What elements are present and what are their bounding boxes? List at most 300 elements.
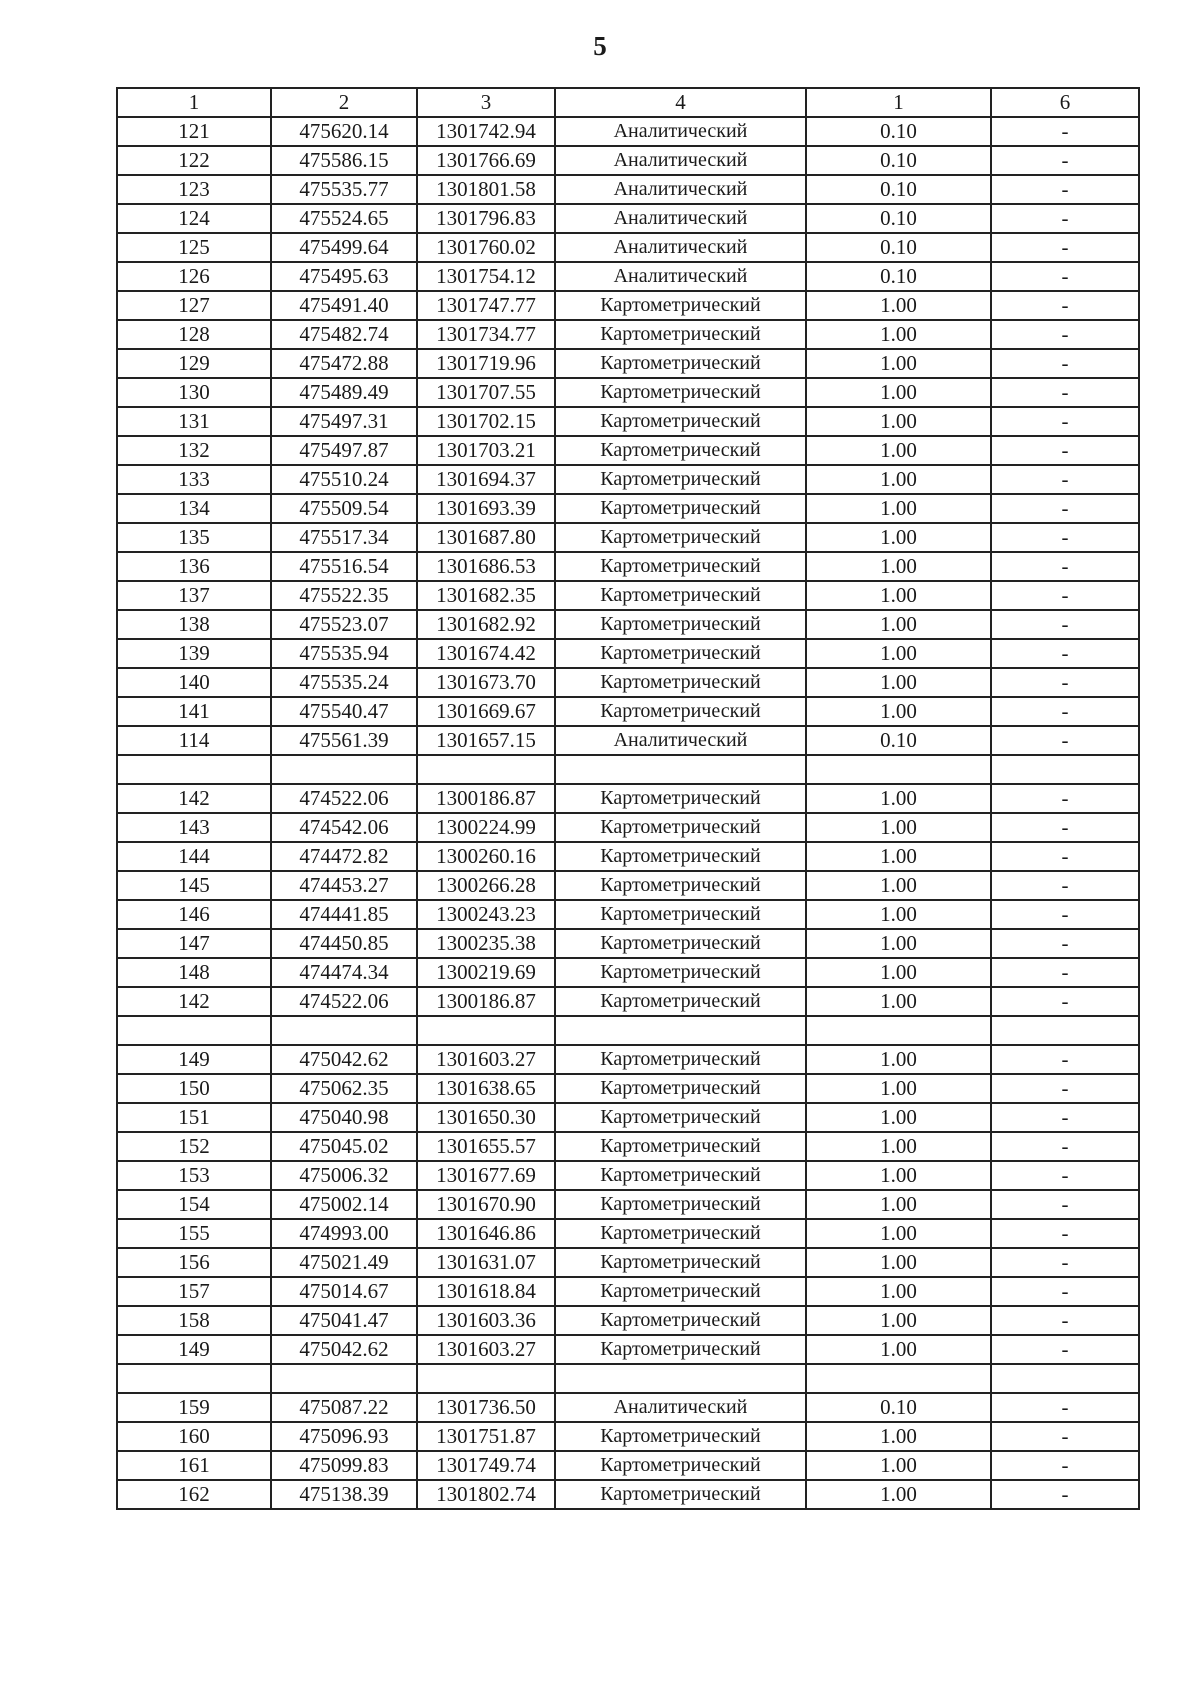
cell-y-coordinate: 1301747.77 xyxy=(417,291,555,320)
cell-method xyxy=(555,1364,806,1393)
cell-accuracy: 1.00 xyxy=(806,1161,991,1190)
cell-point-number: 153 xyxy=(117,1161,271,1190)
cell-method: Аналитический xyxy=(555,146,806,175)
cell-method: Картометрический xyxy=(555,320,806,349)
cell-note: - xyxy=(991,146,1139,175)
cell-accuracy: 1.00 xyxy=(806,1335,991,1364)
cell-x-coordinate: 475045.02 xyxy=(271,1132,417,1161)
cell-x-coordinate xyxy=(271,1364,417,1393)
cell-y-coordinate: 1301751.87 xyxy=(417,1422,555,1451)
cell-accuracy: 0.10 xyxy=(806,1393,991,1422)
cell-note: - xyxy=(991,1103,1139,1132)
coordinates-table xyxy=(116,87,1140,1510)
cell-x-coordinate: 475522.35 xyxy=(271,581,417,610)
cell-accuracy: 1.00 xyxy=(806,958,991,987)
cell-accuracy xyxy=(806,1364,991,1393)
cell-accuracy: 1.00 xyxy=(806,1422,991,1451)
cell-method: Картометрический xyxy=(555,813,806,842)
cell-x-coordinate: 475499.64 xyxy=(271,233,417,262)
cell-x-coordinate: 475138.39 xyxy=(271,1480,417,1509)
cell-note: - xyxy=(991,552,1139,581)
cell-point-number: 151 xyxy=(117,1103,271,1132)
cell-point-number: 131 xyxy=(117,407,271,436)
cell-x-coordinate: 475509.54 xyxy=(271,494,417,523)
table-row xyxy=(117,929,1139,958)
cell-y-coordinate: 1301618.84 xyxy=(417,1277,555,1306)
cell-point-number: 140 xyxy=(117,668,271,697)
cell-x-coordinate: 475523.07 xyxy=(271,610,417,639)
table-row xyxy=(117,1451,1139,1480)
cell-y-coordinate xyxy=(417,1016,555,1045)
cell-point-number: 155 xyxy=(117,1219,271,1248)
cell-x-coordinate xyxy=(271,755,417,784)
cell-note: - xyxy=(991,958,1139,987)
cell-y-coordinate: 1301677.69 xyxy=(417,1161,555,1190)
cell-method xyxy=(555,755,806,784)
cell-point-number: 138 xyxy=(117,610,271,639)
cell-y-coordinate: 1300235.38 xyxy=(417,929,555,958)
cell-y-coordinate: 1301703.21 xyxy=(417,436,555,465)
cell-x-coordinate: 474450.85 xyxy=(271,929,417,958)
table-row xyxy=(117,697,1139,726)
cell-x-coordinate: 474453.27 xyxy=(271,871,417,900)
cell-accuracy: 1.00 xyxy=(806,552,991,581)
table-row xyxy=(117,639,1139,668)
cell-y-coordinate: 1301631.07 xyxy=(417,1248,555,1277)
cell-x-coordinate: 475002.14 xyxy=(271,1190,417,1219)
cell-point-number: 121 xyxy=(117,117,271,146)
cell-accuracy: 1.00 xyxy=(806,784,991,813)
cell-x-coordinate: 475482.74 xyxy=(271,320,417,349)
cell-note: - xyxy=(991,900,1139,929)
table-row xyxy=(117,465,1139,494)
cell-x-coordinate: 475510.24 xyxy=(271,465,417,494)
cell-method: Картометрический xyxy=(555,1161,806,1190)
cell-accuracy: 1.00 xyxy=(806,407,991,436)
cell-y-coordinate: 1301686.53 xyxy=(417,552,555,581)
cell-accuracy: 0.10 xyxy=(806,726,991,755)
cell-accuracy: 1.00 xyxy=(806,929,991,958)
cell-method: Картометрический xyxy=(555,697,806,726)
cell-accuracy xyxy=(806,755,991,784)
table-row xyxy=(117,1422,1139,1451)
table-row xyxy=(117,233,1139,262)
cell-method: Картометрический xyxy=(555,1306,806,1335)
cell-method: Аналитический xyxy=(555,117,806,146)
cell-note: - xyxy=(991,668,1139,697)
cell-x-coordinate: 475040.98 xyxy=(271,1103,417,1132)
cell-note: - xyxy=(991,1480,1139,1509)
cell-note: - xyxy=(991,1045,1139,1074)
cell-point-number: 143 xyxy=(117,813,271,842)
cell-accuracy: 1.00 xyxy=(806,842,991,871)
cell-x-coordinate: 475517.34 xyxy=(271,523,417,552)
cell-x-coordinate: 475535.24 xyxy=(271,668,417,697)
table-row xyxy=(117,1364,1139,1393)
cell-y-coordinate: 1301673.70 xyxy=(417,668,555,697)
cell-method: Аналитический xyxy=(555,233,806,262)
cell-x-coordinate: 475495.63 xyxy=(271,262,417,291)
cell-y-coordinate: 1300186.87 xyxy=(417,987,555,1016)
cell-note: - xyxy=(991,1451,1139,1480)
cell-accuracy: 1.00 xyxy=(806,900,991,929)
cell-method: Картометрический xyxy=(555,1480,806,1509)
cell-y-coordinate: 1301754.12 xyxy=(417,262,555,291)
cell-y-coordinate: 1300219.69 xyxy=(417,958,555,987)
cell-point-number xyxy=(117,1016,271,1045)
cell-method: Картометрический xyxy=(555,1074,806,1103)
cell-accuracy: 1.00 xyxy=(806,987,991,1016)
cell-note: - xyxy=(991,494,1139,523)
cell-x-coordinate: 475021.49 xyxy=(271,1248,417,1277)
cell-method: Аналитический xyxy=(555,262,806,291)
cell-method: Картометрический xyxy=(555,639,806,668)
cell-note: - xyxy=(991,1132,1139,1161)
table-row xyxy=(117,871,1139,900)
cell-note: - xyxy=(991,117,1139,146)
column-header-accuracy: 1 xyxy=(806,88,991,117)
column-header-point-number: 1 xyxy=(117,88,271,117)
cell-y-coordinate: 1300224.99 xyxy=(417,813,555,842)
cell-y-coordinate: 1301801.58 xyxy=(417,175,555,204)
cell-x-coordinate: 474542.06 xyxy=(271,813,417,842)
cell-point-number: 159 xyxy=(117,1393,271,1422)
cell-note: - xyxy=(991,842,1139,871)
cell-method: Картометрический xyxy=(555,378,806,407)
cell-point-number: 162 xyxy=(117,1480,271,1509)
cell-x-coordinate: 474472.82 xyxy=(271,842,417,871)
cell-x-coordinate: 475535.94 xyxy=(271,639,417,668)
cell-note: - xyxy=(991,262,1139,291)
cell-x-coordinate: 475497.31 xyxy=(271,407,417,436)
cell-x-coordinate: 475042.62 xyxy=(271,1335,417,1364)
cell-y-coordinate: 1301702.15 xyxy=(417,407,555,436)
table-row xyxy=(117,1190,1139,1219)
cell-y-coordinate: 1301742.94 xyxy=(417,117,555,146)
cell-accuracy: 1.00 xyxy=(806,1103,991,1132)
table-row xyxy=(117,958,1139,987)
cell-note: - xyxy=(991,320,1139,349)
column-header-x-coordinate: 2 xyxy=(271,88,417,117)
cell-point-number: 136 xyxy=(117,552,271,581)
cell-method: Картометрический xyxy=(555,987,806,1016)
table-row xyxy=(117,523,1139,552)
cell-note: - xyxy=(991,581,1139,610)
table-row xyxy=(117,900,1139,929)
cell-method: Картометрический xyxy=(555,1335,806,1364)
cell-point-number: 114 xyxy=(117,726,271,755)
table-row xyxy=(117,320,1139,349)
cell-method: Картометрический xyxy=(555,407,806,436)
column-header-method: 4 xyxy=(555,88,806,117)
cell-accuracy: 1.00 xyxy=(806,813,991,842)
cell-accuracy: 1.00 xyxy=(806,1132,991,1161)
cell-accuracy: 0.10 xyxy=(806,117,991,146)
cell-point-number: 149 xyxy=(117,1335,271,1364)
cell-point-number: 132 xyxy=(117,436,271,465)
cell-note: - xyxy=(991,436,1139,465)
cell-method: Картометрический xyxy=(555,552,806,581)
cell-point-number: 144 xyxy=(117,842,271,871)
cell-accuracy: 1.00 xyxy=(806,1045,991,1074)
cell-note: - xyxy=(991,1277,1139,1306)
cell-point-number: 135 xyxy=(117,523,271,552)
cell-accuracy: 1.00 xyxy=(806,1480,991,1509)
table-row xyxy=(117,1335,1139,1364)
cell-point-number: 161 xyxy=(117,1451,271,1480)
cell-y-coordinate: 1301734.77 xyxy=(417,320,555,349)
cell-note: - xyxy=(991,465,1139,494)
cell-note: - xyxy=(991,1335,1139,1364)
cell-point-number xyxy=(117,755,271,784)
cell-y-coordinate: 1301603.27 xyxy=(417,1335,555,1364)
cell-note xyxy=(991,755,1139,784)
cell-note xyxy=(991,1364,1139,1393)
cell-x-coordinate: 475524.65 xyxy=(271,204,417,233)
table-row xyxy=(117,726,1139,755)
cell-note: - xyxy=(991,204,1139,233)
cell-method: Картометрический xyxy=(555,349,806,378)
cell-point-number: 147 xyxy=(117,929,271,958)
cell-accuracy: 1.00 xyxy=(806,523,991,552)
cell-note: - xyxy=(991,291,1139,320)
cell-x-coordinate: 475096.93 xyxy=(271,1422,417,1451)
table-row xyxy=(117,349,1139,378)
cell-x-coordinate: 474522.06 xyxy=(271,784,417,813)
cell-y-coordinate: 1301657.15 xyxy=(417,726,555,755)
table-row xyxy=(117,610,1139,639)
cell-x-coordinate: 475087.22 xyxy=(271,1393,417,1422)
cell-x-coordinate: 475489.49 xyxy=(271,378,417,407)
cell-accuracy: 1.00 xyxy=(806,320,991,349)
cell-point-number: 126 xyxy=(117,262,271,291)
cell-note: - xyxy=(991,610,1139,639)
cell-x-coordinate: 475620.14 xyxy=(271,117,417,146)
cell-x-coordinate: 475472.88 xyxy=(271,349,417,378)
cell-x-coordinate: 475099.83 xyxy=(271,1451,417,1480)
cell-x-coordinate: 474474.34 xyxy=(271,958,417,987)
cell-point-number: 150 xyxy=(117,1074,271,1103)
table-row xyxy=(117,1103,1139,1132)
cell-method: Картометрический xyxy=(555,900,806,929)
cell-x-coordinate: 475586.15 xyxy=(271,146,417,175)
cell-accuracy: 1.00 xyxy=(806,1074,991,1103)
cell-accuracy: 1.00 xyxy=(806,639,991,668)
cell-method: Картометрический xyxy=(555,610,806,639)
cell-x-coordinate: 475540.47 xyxy=(271,697,417,726)
cell-note: - xyxy=(991,407,1139,436)
cell-y-coordinate: 1301650.30 xyxy=(417,1103,555,1132)
cell-point-number xyxy=(117,1364,271,1393)
table-row xyxy=(117,1306,1139,1335)
cell-point-number: 154 xyxy=(117,1190,271,1219)
cell-accuracy: 1.00 xyxy=(806,291,991,320)
cell-accuracy: 0.10 xyxy=(806,262,991,291)
cell-note: - xyxy=(991,1219,1139,1248)
cell-y-coordinate: 1301693.39 xyxy=(417,494,555,523)
cell-note: - xyxy=(991,726,1139,755)
cell-point-number: 134 xyxy=(117,494,271,523)
cell-x-coordinate: 475535.77 xyxy=(271,175,417,204)
cell-point-number: 130 xyxy=(117,378,271,407)
cell-x-coordinate: 474993.00 xyxy=(271,1219,417,1248)
cell-y-coordinate: 1300260.16 xyxy=(417,842,555,871)
table-row xyxy=(117,784,1139,813)
cell-accuracy: 1.00 xyxy=(806,1277,991,1306)
cell-point-number: 157 xyxy=(117,1277,271,1306)
table-row xyxy=(117,842,1139,871)
column-header-note: 6 xyxy=(991,88,1139,117)
cell-method: Аналитический xyxy=(555,1393,806,1422)
cell-accuracy: 0.10 xyxy=(806,204,991,233)
cell-method: Картометрический xyxy=(555,842,806,871)
table-row xyxy=(117,668,1139,697)
table-row xyxy=(117,1219,1139,1248)
cell-method: Картометрический xyxy=(555,581,806,610)
cell-note: - xyxy=(991,987,1139,1016)
cell-point-number: 146 xyxy=(117,900,271,929)
cell-method: Картометрический xyxy=(555,1045,806,1074)
table-row xyxy=(117,1161,1139,1190)
cell-y-coordinate: 1301655.57 xyxy=(417,1132,555,1161)
cell-method: Картометрический xyxy=(555,1422,806,1451)
cell-note: - xyxy=(991,1248,1139,1277)
cell-note: - xyxy=(991,1306,1139,1335)
cell-y-coordinate xyxy=(417,1364,555,1393)
cell-note: - xyxy=(991,871,1139,900)
cell-accuracy: 1.00 xyxy=(806,1190,991,1219)
cell-point-number: 128 xyxy=(117,320,271,349)
cell-y-coordinate: 1301682.35 xyxy=(417,581,555,610)
cell-x-coordinate: 475497.87 xyxy=(271,436,417,465)
table-row xyxy=(117,1248,1139,1277)
cell-note: - xyxy=(991,1190,1139,1219)
cell-point-number: 149 xyxy=(117,1045,271,1074)
table-row xyxy=(117,1393,1139,1422)
cell-y-coordinate: 1300243.23 xyxy=(417,900,555,929)
table-row xyxy=(117,1132,1139,1161)
cell-note: - xyxy=(991,378,1139,407)
cell-y-coordinate: 1301766.69 xyxy=(417,146,555,175)
cell-method: Картометрический xyxy=(555,1219,806,1248)
table-row xyxy=(117,987,1139,1016)
cell-point-number: 148 xyxy=(117,958,271,987)
cell-y-coordinate: 1301694.37 xyxy=(417,465,555,494)
cell-y-coordinate: 1301638.65 xyxy=(417,1074,555,1103)
cell-method: Картометрический xyxy=(555,784,806,813)
cell-point-number: 129 xyxy=(117,349,271,378)
cell-y-coordinate: 1301670.90 xyxy=(417,1190,555,1219)
table-row xyxy=(117,552,1139,581)
cell-point-number: 152 xyxy=(117,1132,271,1161)
table-row xyxy=(117,117,1139,146)
cell-accuracy: 1.00 xyxy=(806,494,991,523)
cell-method: Картометрический xyxy=(555,1277,806,1306)
cell-point-number: 133 xyxy=(117,465,271,494)
table-header-row xyxy=(117,88,1139,117)
table-row xyxy=(117,146,1139,175)
cell-method: Картометрический xyxy=(555,1451,806,1480)
cell-note: - xyxy=(991,175,1139,204)
cell-method: Картометрический xyxy=(555,1103,806,1132)
cell-x-coordinate: 475006.32 xyxy=(271,1161,417,1190)
cell-x-coordinate xyxy=(271,1016,417,1045)
cell-accuracy: 1.00 xyxy=(806,1451,991,1480)
coordinates-table-body xyxy=(117,88,1139,1509)
cell-method: Картометрический xyxy=(555,436,806,465)
cell-note: - xyxy=(991,349,1139,378)
cell-y-coordinate: 1301646.86 xyxy=(417,1219,555,1248)
cell-point-number: 139 xyxy=(117,639,271,668)
cell-x-coordinate: 475014.67 xyxy=(271,1277,417,1306)
cell-method: Картометрический xyxy=(555,668,806,697)
cell-point-number: 160 xyxy=(117,1422,271,1451)
cell-x-coordinate: 474441.85 xyxy=(271,900,417,929)
cell-method: Картометрический xyxy=(555,929,806,958)
page-number: 5 xyxy=(593,31,607,61)
cell-note: - xyxy=(991,523,1139,552)
cell-x-coordinate: 475042.62 xyxy=(271,1045,417,1074)
column-header-y-coordinate: 3 xyxy=(417,88,555,117)
cell-point-number: 124 xyxy=(117,204,271,233)
table-row xyxy=(117,813,1139,842)
cell-y-coordinate xyxy=(417,755,555,784)
cell-note xyxy=(991,1016,1139,1045)
cell-accuracy: 1.00 xyxy=(806,1248,991,1277)
cell-note: - xyxy=(991,784,1139,813)
cell-y-coordinate: 1300186.87 xyxy=(417,784,555,813)
cell-method: Аналитический xyxy=(555,726,806,755)
table-row xyxy=(117,1277,1139,1306)
table-row xyxy=(117,581,1139,610)
cell-method: Картометрический xyxy=(555,958,806,987)
cell-y-coordinate: 1301603.36 xyxy=(417,1306,555,1335)
cell-y-coordinate: 1301674.42 xyxy=(417,639,555,668)
cell-y-coordinate: 1301682.92 xyxy=(417,610,555,639)
cell-point-number: 141 xyxy=(117,697,271,726)
cell-accuracy: 1.00 xyxy=(806,465,991,494)
cell-accuracy: 1.00 xyxy=(806,436,991,465)
cell-y-coordinate: 1301760.02 xyxy=(417,233,555,262)
table-row xyxy=(117,494,1139,523)
cell-method: Картометрический xyxy=(555,1132,806,1161)
cell-note: - xyxy=(991,697,1139,726)
cell-point-number: 158 xyxy=(117,1306,271,1335)
cell-note: - xyxy=(991,1422,1139,1451)
cell-y-coordinate: 1301669.67 xyxy=(417,697,555,726)
cell-note: - xyxy=(991,233,1139,262)
cell-note: - xyxy=(991,1074,1139,1103)
table-row xyxy=(117,262,1139,291)
cell-point-number: 142 xyxy=(117,987,271,1016)
cell-y-coordinate: 1301796.83 xyxy=(417,204,555,233)
cell-accuracy: 1.00 xyxy=(806,871,991,900)
table-row xyxy=(117,1480,1139,1509)
cell-x-coordinate: 475491.40 xyxy=(271,291,417,320)
cell-method: Аналитический xyxy=(555,175,806,204)
cell-method: Аналитический xyxy=(555,204,806,233)
cell-y-coordinate: 1300266.28 xyxy=(417,871,555,900)
cell-method: Картометрический xyxy=(555,494,806,523)
cell-y-coordinate: 1301749.74 xyxy=(417,1451,555,1480)
cell-y-coordinate: 1301687.80 xyxy=(417,523,555,552)
table-row xyxy=(117,1016,1139,1045)
cell-y-coordinate: 1301603.27 xyxy=(417,1045,555,1074)
cell-y-coordinate: 1301736.50 xyxy=(417,1393,555,1422)
cell-accuracy: 0.10 xyxy=(806,233,991,262)
cell-y-coordinate: 1301719.96 xyxy=(417,349,555,378)
cell-x-coordinate: 475561.39 xyxy=(271,726,417,755)
